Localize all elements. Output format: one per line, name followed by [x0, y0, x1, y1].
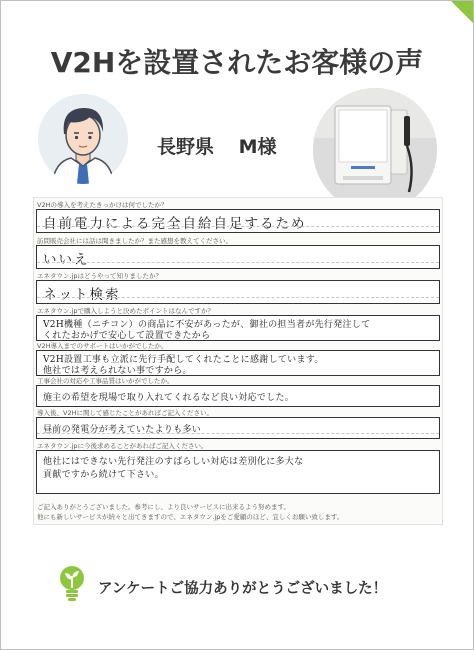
answer-8-line-1: 他社にはできない先行発注のすばらしい対応は差別化に多大な [43, 457, 304, 467]
question-4-label: エネタウン.jpで購入しようと決めたポイントはなんですか？ [37, 307, 214, 315]
answer-1-text: 自前電力による完全自給自足するため [43, 216, 307, 232]
page-title: V2Hを設置されたお客様の声 [50, 46, 424, 79]
question-3-label: エネタウン.jpはどうやって知りましたか？ [37, 272, 162, 280]
ruled-line [37, 226, 439, 227]
customer-avatar-icon [38, 94, 128, 184]
question-7-label: 導入後、V2Hに関して感じたことがあればご記入ください。 [37, 409, 213, 417]
question-6-label: 工事会社の対応や工事品質はいかがでしたか。 [37, 377, 174, 385]
ruled-line [37, 262, 439, 263]
answer-1-box [36, 209, 440, 233]
handwritten-survey-sheet [33, 197, 443, 525]
answer-3-text: ネット検索 [43, 287, 121, 303]
answer-6-box [36, 385, 440, 407]
question-2-label: 訪問販売会社には話は聞きましたか？また感想を教えてください。 [37, 237, 232, 245]
answer-6-text: 施主の希望を現場で取り入れてくれるなど良い対応でした。 [43, 393, 295, 403]
answer-2-text: いいえ [43, 252, 90, 268]
answer-4-line-1: V2H機種（ニチコン）の商品に不安があったが、御社の担当者が先行発注して [43, 320, 371, 330]
customer-name: M様 [238, 136, 277, 158]
answer-5-line-1: V2H設置工事も立派に先行手配してくれたことに感謝しています。 [43, 355, 324, 365]
answer-2-box [36, 245, 440, 269]
customer-prefecture: 長野県 [157, 136, 215, 158]
question-5-label: V2H導入までのサポートはいかがでしたか。 [37, 342, 168, 350]
footer-line-2: 他にも新しいサービスが続々と出てきますので、エネタウン.jpをご愛顧のほど、宜しくお願い致します。 [37, 513, 344, 521]
answer-7-text: 昼前の発電分が考えていたよりも多い [43, 425, 202, 435]
ruled-line [37, 433, 439, 434]
question-1-label: V2Hの導入を考えたきっかけは何でしたか？ [37, 201, 168, 209]
v2h-product-photo [313, 88, 437, 212]
answer-8-box [36, 450, 440, 494]
question-8-label: エネタウン.jpに今後求めることがあればご記入ください。 [37, 442, 208, 450]
answer-8-line-2: 貢献ですから続けて下さい。 [43, 470, 164, 480]
lightbulb-icon [57, 564, 87, 604]
closing-message: アンケートご協力ありがとうございました！ [98, 581, 388, 597]
footer-line-1: ご記入ありがとうございました。参考にし、より良いサービスに出来るよう努めます。 [37, 503, 290, 511]
answer-3-box [36, 280, 440, 304]
answer-7-box [36, 417, 440, 439]
answer-4-box [36, 315, 440, 341]
answer-5-line-2: 他社では考えられない事ですから。 [43, 366, 192, 376]
answer-4-line-2: くれたおかげで安心して設置できたから [43, 331, 211, 341]
ruled-line [37, 297, 439, 298]
corner-fold-decoration [451, 1, 473, 23]
customer-info [157, 132, 295, 159]
answer-5-box [36, 350, 440, 376]
